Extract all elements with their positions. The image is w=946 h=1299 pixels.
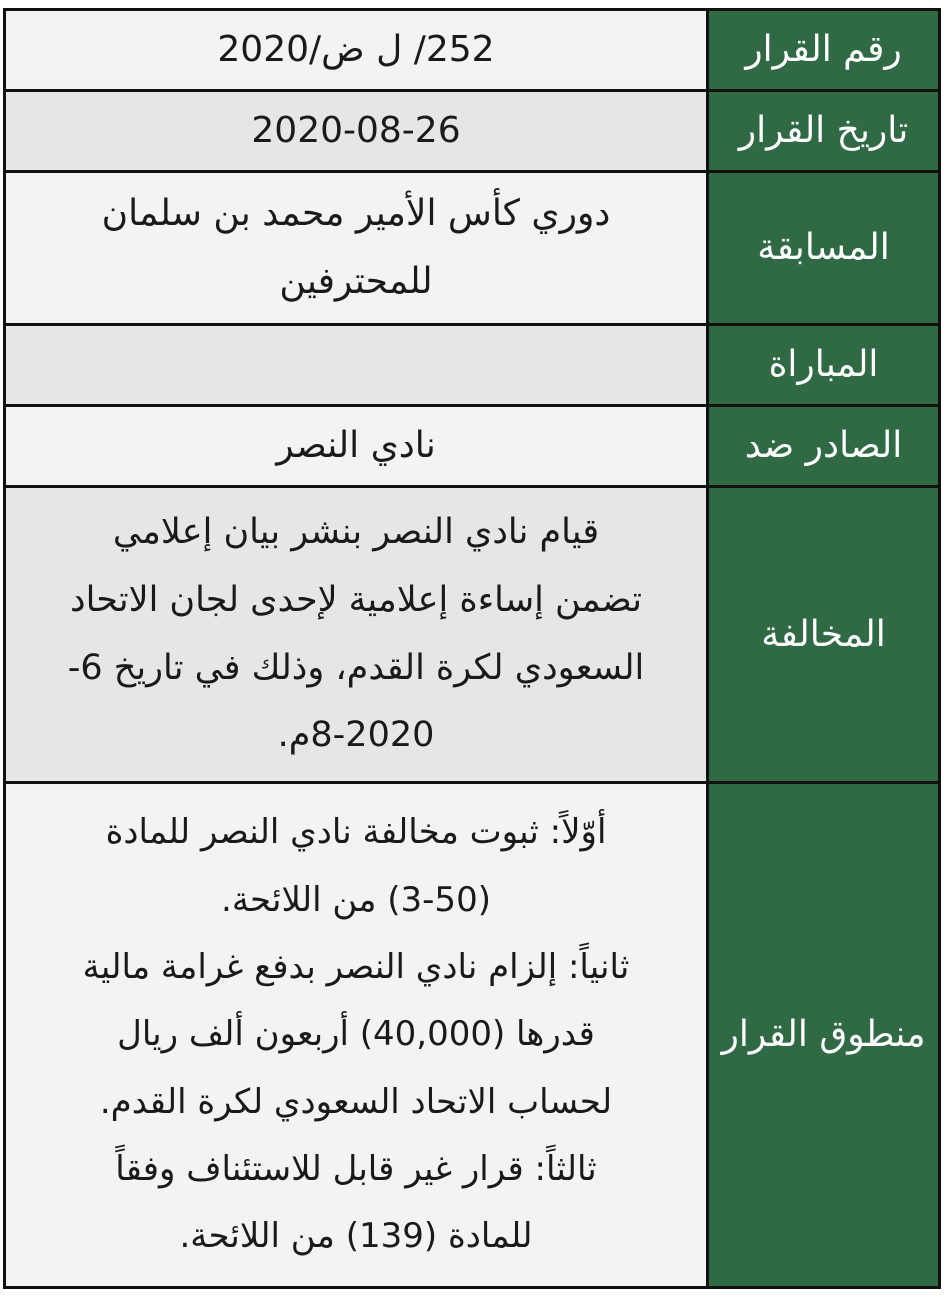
decision-date-label: تاريخ القرار — [709, 92, 938, 170]
decision-date-text: 2020-08-26 — [251, 109, 461, 151]
violation-value — [6, 488, 706, 781]
competition-label: المسابقة — [709, 173, 938, 323]
issued-against-label: الصادر ضد — [709, 407, 938, 485]
ruling-label: منطوق القرار — [709, 784, 938, 1286]
violation-text: قيام نادي النصر بنشر بيان إعلامي تضمن إساءة إعلامية لإحدى لجان الاتحاد السعودي لكرة القدم، وذلك في تاريخ 6- 8-2020م. — [67, 511, 645, 756]
ruling-value — [6, 784, 706, 1286]
issued-against-text: نادي النصر — [276, 424, 436, 466]
competition-value — [6, 173, 706, 323]
violation-label: المخالفة — [709, 488, 938, 781]
decision-number-label: رقم القرار — [709, 11, 938, 89]
decision-date-value — [6, 92, 706, 170]
decision-number-value — [6, 11, 706, 89]
ruling-text: أوّلاً: ثبوت مخالفة نادي النصر للمادة (3-50) من اللائحة. ثانياً: إلزام نادي النصر بدفع غرامة مالية قدرها (40,000) أربعون ألف ريال لحساب الاتحاد السعودي لكرة القدم. ثالثاً: قرار غير قابل للاستئناف وفقاً للمادة (139) من اللائحة. — [82, 812, 630, 1257]
decision-number-text: 252/ ل ض/2020 — [217, 28, 495, 70]
competition-text: دوري كأس الأمير محمد بن سلمان للمحترفين — [101, 192, 611, 302]
decision-table — [3, 8, 941, 1289]
issued-against-value — [6, 407, 706, 485]
match-label: المباراة — [709, 326, 938, 404]
match-value — [6, 326, 706, 404]
